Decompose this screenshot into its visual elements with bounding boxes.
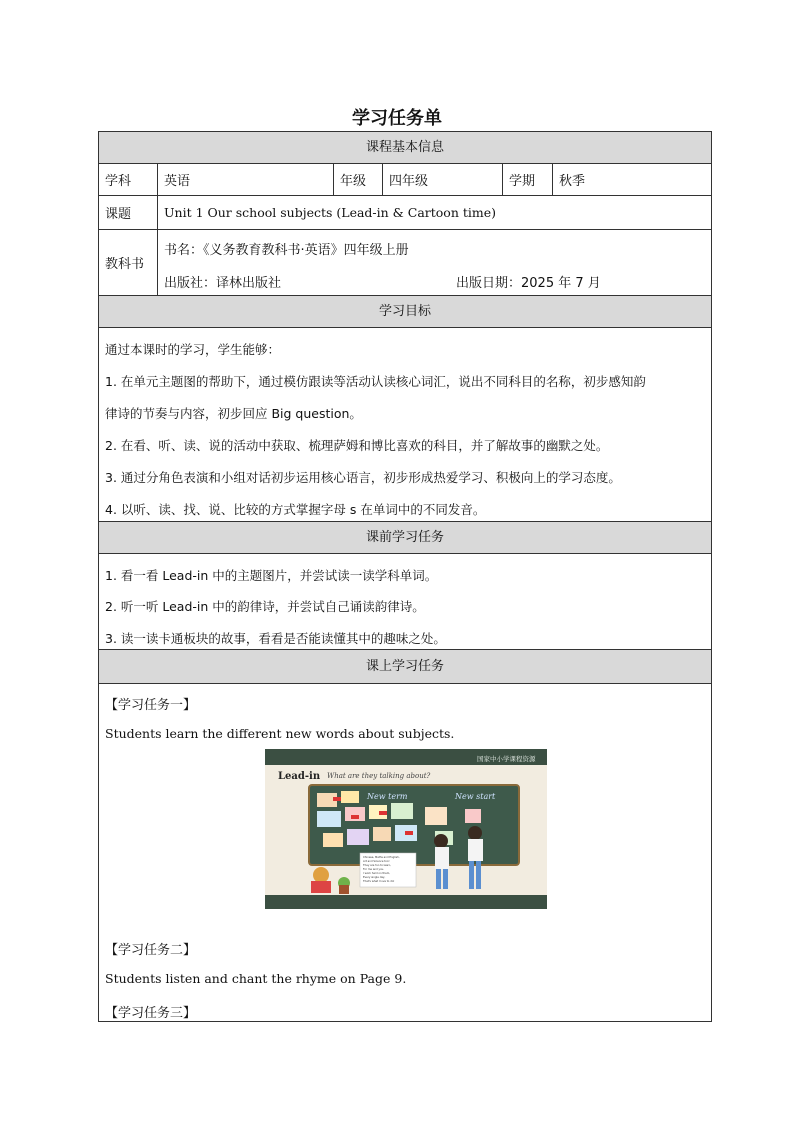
textbook-details	[158, 230, 711, 295]
note-line-7: That's what I love to do!	[363, 880, 395, 883]
textbook-label: 教科书	[99, 230, 158, 295]
task-sheet-table	[98, 131, 712, 1022]
in-class-header: 课上学习任务	[99, 650, 711, 684]
note-line-2: Art and Science too!	[363, 860, 390, 863]
book-name: 书名：《义务教育教科书·英语》四年级上册	[164, 243, 409, 258]
goal-1-line-1: 1. 在单元主题图的帮助下，通过模仿跟读等活动认读核心词汇，说出不同科目的名称，初步感知韵	[105, 374, 646, 389]
lead-in-illustration	[265, 749, 547, 909]
goal-1-line-2: 律诗的节奏与内容，初步回应 Big question。	[105, 406, 362, 421]
basic-info-header: 课程基本信息	[99, 132, 711, 164]
grade-value: 四年级	[383, 164, 503, 195]
lead-in-label: Lead-in	[278, 771, 321, 782]
term-label: 学期	[503, 164, 553, 195]
textbook-row	[99, 230, 711, 296]
task-1-text: Students learn the different new words about subjects.	[105, 726, 455, 741]
subject-row	[99, 164, 711, 196]
task-2-text: Students listen and chant the rhyme on Page 9.	[105, 971, 407, 986]
goals-header: 学习目标	[99, 296, 711, 328]
publication-date: 出版日期：2025 年 7 月	[456, 276, 601, 291]
goal-4: 4. 以听、读、找、说、比较的方式掌握字母 s 在单词中的不同发音。	[105, 502, 486, 517]
lead-in-question: What are they talking about?	[327, 772, 431, 780]
task-2-title: 【学习任务二】	[105, 943, 197, 958]
goal-3: 3. 通过分角色表演和小组对话初步运用核心语言，初步形成热爱学习、积极向上的学习态度。	[105, 470, 621, 485]
banner-text: 国家中小学课程资源	[477, 755, 536, 763]
publisher: 出版社：译林出版社	[164, 276, 282, 291]
note-line-5: I work hard on them,	[363, 872, 391, 875]
note-line-4: For me and you.	[363, 868, 385, 871]
topic-row	[99, 196, 711, 230]
grade-label: 年级	[334, 164, 383, 195]
board-text-right: New start	[455, 792, 496, 801]
pre-task-1: 1. 看一看 Lead-in 中的主题图片，并尝试读一读学科单词。	[105, 568, 438, 583]
task-3-title: 【学习任务三】	[105, 1006, 197, 1021]
note-line-6: Every single day,	[363, 876, 386, 879]
goals-content	[99, 328, 711, 522]
topic-value: Unit 1 Our school subjects (Lead-in & Cartoon time)	[164, 205, 497, 220]
pre-task-3: 3. 读一读卡通板块的故事，看看是否能读懂其中的趣味之处。	[105, 631, 446, 646]
subject-value: 英语	[158, 164, 334, 195]
pre-class-header: 课前学习任务	[99, 522, 711, 554]
lead-in-picture	[265, 749, 547, 909]
task-1-title: 【学习任务一】	[105, 698, 197, 713]
pre-task-2: 2. 听一听 Lead-in 中的韵律诗，并尝试自己诵读韵律诗。	[105, 599, 425, 614]
subject-label: 学科	[99, 164, 158, 195]
document-title: 学习任务单	[352, 108, 442, 129]
in-class-content	[99, 684, 711, 1022]
note-line-3: They are fun to learn,	[363, 864, 392, 867]
board-text-left: New term	[367, 792, 408, 801]
pre-class-content	[99, 554, 711, 650]
goals-intro: 通过本课时的学习，学生能够：	[105, 342, 281, 357]
goal-2: 2. 在看、听、读、说的活动中获取、梳理萨姆和博比喜欢的科目，并了解故事的幽默之处。	[105, 438, 609, 453]
note-line-1: Chinese, Maths and English,	[363, 856, 400, 859]
topic-label: 课题	[99, 196, 158, 229]
term-value: 秋季	[559, 174, 586, 189]
